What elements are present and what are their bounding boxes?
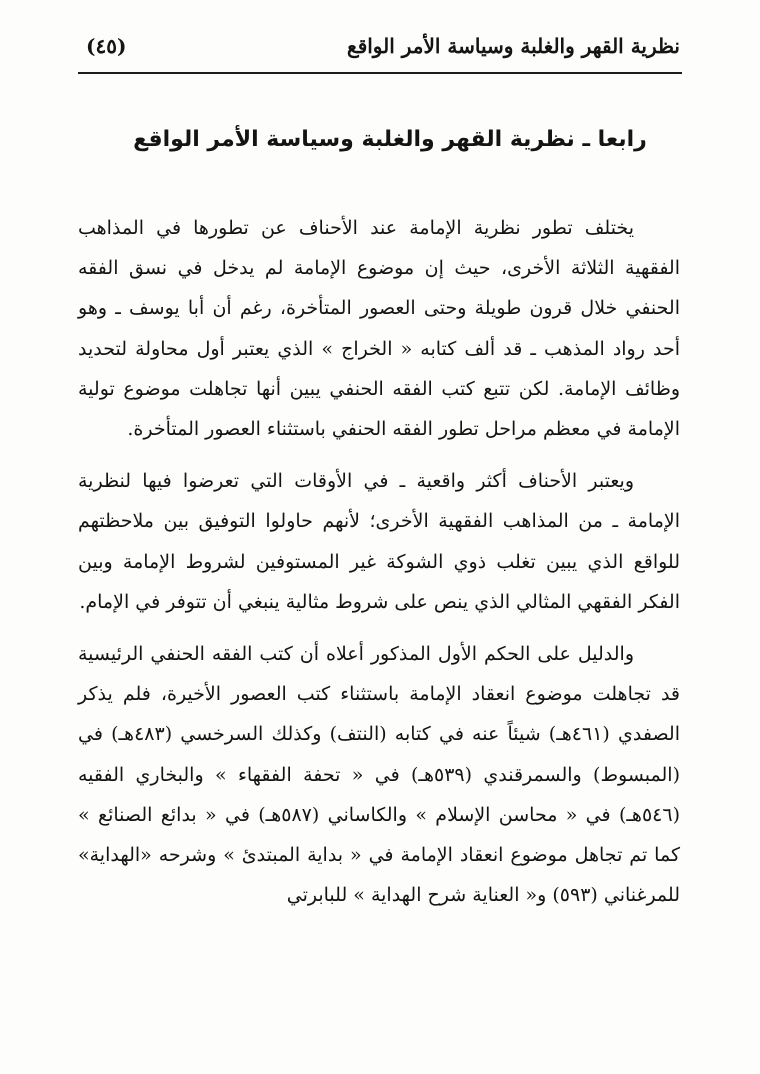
body-text xyxy=(78,208,680,927)
running-header-title: نظرية القهر والغلبة وسياسة الأمر الواقع xyxy=(347,34,680,58)
paragraph: يختلف تطور نظرية الإمامة عند الأحناف عن تطورها في المذاهب الفقهية الثلاثة الأخرى، حيث إن موضوع الإمامة لم يدخل في نسق الفقه الحنفي خلال قرون طويلة وحتى العصور المتأخرة، رغم أن أبا يوسف ـ وهو أحد رواد المذهب ـ قد ألف كتابه « الخراج » الذي يعتبر أول محاولة لتحديد وظائف الإمامة. لكن تتبع كتب الفقه الحنفي يبين أنها تجاهلت موضوع تولية الإمامة في معظم مراحل تطور الفقه الحنفي باستثناء العصور المتأخرة. xyxy=(78,217,680,441)
paragraph: والدليل على الحكم الأول المذكور أعلاه أن كتب الفقه الحنفي الرئيسية قد تجاهلت موضوع انعقاد الإمامة باستثناء كتب العصور الأخيرة، فلم يذكر الصفدي (٤٦١هـ) شيئاً عنه في كتابه (النتف) وكذلك السرخسي (٤٨٣هـ) في (المبسوط) والسمرقندي (٥٣٩هـ) في « تحفة الفقهاء » والبخاري الفقيه (٥٤٦هـ) في « محاسن الإسلام » والكاساني (٥٨٧هـ) في « بدائع الصنائع » كما تم تجاهل موضوع انعقاد الإمامة في « بداية المبتدئ » وشرحه «الهداية» للمرغناني (٥٩٣) و« العناية شرح الهداية » للبابرتي xyxy=(78,643,680,907)
header-divider xyxy=(78,72,682,74)
section-heading: رابعا ـ نظرية القهر والغلبة وسياسة الأمر الواقع xyxy=(133,127,647,152)
paragraph: ويعتبر الأحناف أكثر واقعية ـ في الأوقات التي تعرضوا فيها لنظرية الإمامة ـ من المذاهب الفقهية الأخرى؛ لأنهم حاولوا التوفيق بين ملاحظتهم للواقع الذي يبين تغلب ذوي الشوكة غير المستوفين لشروط الإمامة وبين الفكر الفقهي المثالي الذي ينص على شروط مثالية ينبغي أن تتوفر في الإمام. xyxy=(78,470,680,613)
running-header xyxy=(78,30,680,70)
page-number: (٤٥) xyxy=(86,34,127,58)
